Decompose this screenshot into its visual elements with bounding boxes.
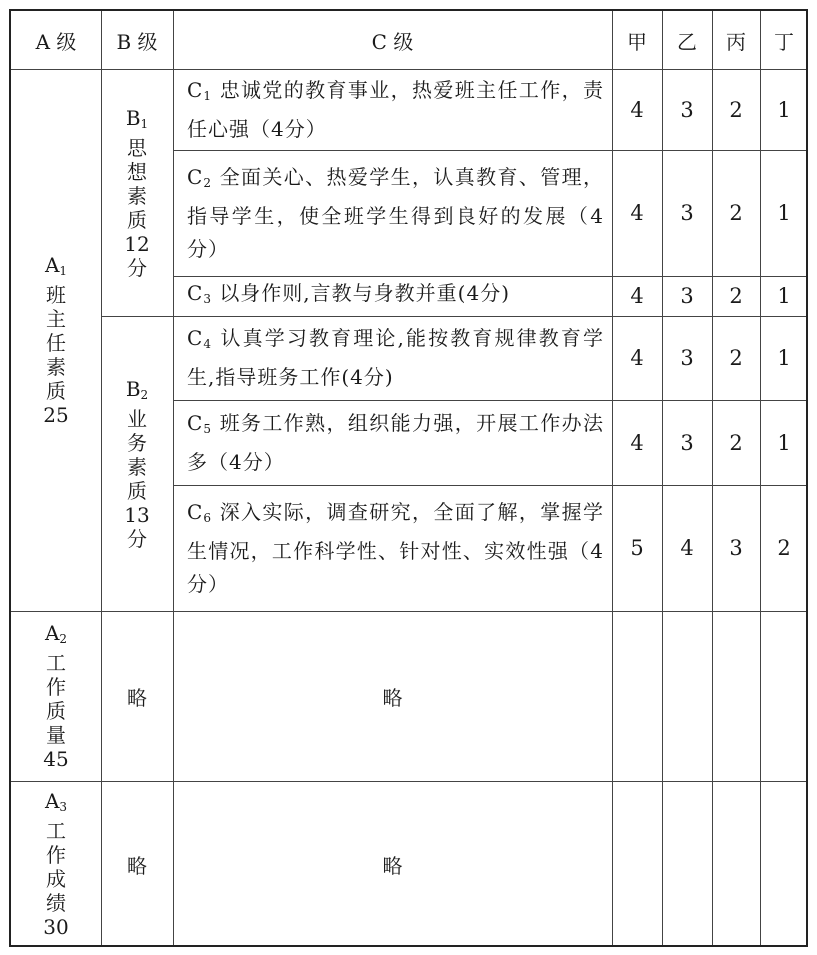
c-omitted: 略	[382, 685, 403, 710]
score-jia: 4	[630, 430, 644, 455]
score-bing: 2	[729, 346, 743, 370]
a3-name-char: 工	[46, 819, 66, 843]
a1-name-char: 班	[46, 283, 66, 307]
a3-name-char: 作	[46, 843, 66, 867]
score-jia: 4	[630, 284, 644, 308]
score-bing: 3	[729, 536, 743, 560]
b2-name-char: 务	[127, 430, 147, 455]
c5-criterion	[173, 400, 612, 485]
b1-name-char: 想	[127, 159, 147, 184]
a3-name-char: 成	[46, 867, 66, 891]
a2-code: $A_2$	[44, 621, 68, 646]
b1-unit: 分	[127, 255, 147, 280]
header-a-level: A 级	[35, 29, 77, 54]
b2-name-char: 质	[127, 478, 147, 503]
score-bing: 2	[729, 97, 743, 122]
score-yi: 3	[680, 430, 694, 455]
score-yi: 3	[680, 201, 694, 225]
c2-code: $C_2$	[187, 164, 212, 190]
a3-code: $A_3$	[44, 789, 68, 814]
a1-score: 25	[43, 403, 69, 427]
score-bing: 2	[729, 284, 743, 308]
score-ding: 1	[777, 284, 791, 308]
header-b-level: B 级	[116, 29, 158, 54]
b1-name-char: 质	[127, 207, 147, 232]
a2-name-char: 质	[46, 699, 66, 723]
score-yi: 4	[680, 536, 694, 560]
score-jia: 4	[630, 201, 644, 225]
b1-name-char: 素	[127, 183, 147, 208]
c5-text: 班务工作熟，组织能力强，开展工作办法多（4分）	[187, 410, 605, 474]
b1-category	[101, 69, 173, 316]
c6-code: $C_6$	[187, 499, 212, 525]
b2-score: 13	[124, 502, 150, 527]
c2-criterion	[173, 150, 612, 276]
a3-name-char: 绩	[46, 891, 66, 915]
a2-name-char: 作	[46, 675, 66, 699]
evaluation-table	[9, 9, 808, 947]
score-yi: 3	[680, 97, 694, 122]
a2-score: 45	[43, 747, 69, 771]
b-omitted: 略	[127, 685, 147, 710]
header-grade-bing: 丙	[726, 29, 746, 54]
header-grade-ding: 丁	[774, 29, 794, 54]
a1-code: $A_1$	[44, 253, 68, 278]
b1-code: $B_1$	[125, 105, 149, 131]
score-yi: 3	[680, 284, 694, 308]
b2-name-char: 业	[127, 406, 147, 431]
b2-name-char: 素	[127, 454, 147, 479]
a1-category	[11, 69, 101, 611]
score-bing: 2	[729, 430, 743, 455]
c6-criterion	[173, 485, 612, 611]
header-grade-jia: 甲	[627, 29, 647, 54]
b1-name-char: 思	[127, 135, 147, 160]
b-omitted: 略	[127, 853, 147, 878]
score-jia: 4	[630, 346, 644, 370]
c4-code: $C_4$	[187, 326, 212, 351]
a1-name-char: 质	[46, 379, 66, 403]
score-ding: 1	[777, 201, 791, 225]
a3-category	[11, 781, 101, 947]
c1-text: 忠诚党的教育事业，热爱班主任工作，责任心强（4分）	[187, 77, 605, 141]
score-jia: 4	[630, 97, 644, 122]
c6-text: 深入实际，调查研究，全面了解，掌握学生情况，工作科学性、针对性、实效性强（4分）	[187, 499, 605, 596]
c3-text: 以身作则,言教与身教并重(4分)	[219, 280, 510, 305]
b2-unit: 分	[127, 526, 147, 551]
score-ding: 1	[777, 346, 791, 370]
a2-name-char: 工	[46, 651, 66, 675]
a2-name-char: 量	[46, 723, 66, 747]
c4-criterion	[173, 316, 612, 400]
a1-name-char: 素	[46, 355, 66, 379]
score-ding: 1	[777, 430, 791, 455]
score-bing: 2	[729, 201, 743, 225]
a1-name-char: 主	[46, 307, 66, 331]
a1-name-char: 任	[46, 331, 66, 355]
a3-score: 30	[43, 915, 69, 939]
c-omitted: 略	[382, 853, 403, 878]
header-c-level: C 级	[371, 29, 414, 54]
b2-category	[101, 316, 173, 611]
score-ding: 2	[777, 536, 791, 560]
b2-code: $B_2$	[125, 376, 149, 402]
header-grade-yi: 乙	[677, 29, 697, 54]
score-ding: 1	[777, 97, 791, 122]
c1-criterion	[173, 69, 612, 150]
c2-text: 全面关心、热爱学生，认真教育、管理，指导学生，使全班学生得到良好的发展（4分）	[187, 164, 605, 261]
c3-criterion	[173, 276, 612, 316]
c4-text: 认真学习教育理论,能按教育规律教育学生,指导班务工作(4分)	[187, 326, 605, 389]
a2-category	[11, 611, 101, 781]
b1-score: 12	[124, 231, 150, 256]
c1-code: $C_1$	[187, 77, 212, 103]
c5-code: $C_5$	[187, 410, 212, 436]
score-yi: 3	[680, 346, 694, 370]
score-jia: 5	[630, 536, 644, 560]
c3-code: $C_3$	[187, 280, 212, 306]
